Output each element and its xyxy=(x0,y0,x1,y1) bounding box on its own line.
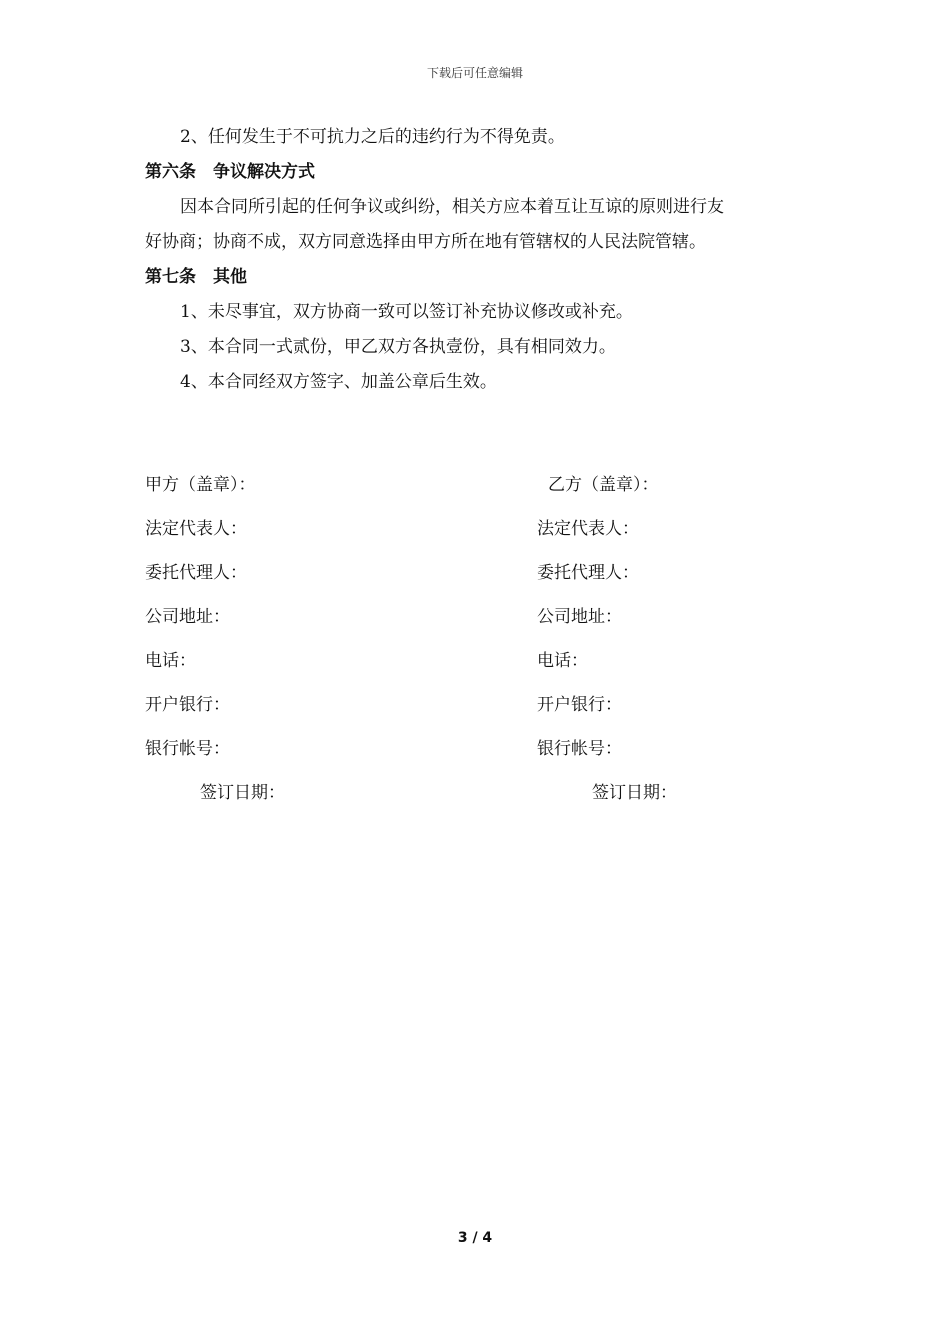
party-a-bank-label: 开户银行： xyxy=(145,695,230,715)
paragraph-line: 好协商；协商不成，双方同意选择由甲方所在地有管辖权的人民法院管辖。 xyxy=(145,232,706,252)
party-a-phone-label: 电话： xyxy=(145,651,196,671)
party-a-account-label: 银行帐号： xyxy=(145,739,230,759)
clause-item: 3、本合同一式贰份，甲乙双方各执壹份，具有相同效力。 xyxy=(180,337,616,357)
party-b-address-label: 公司地址： xyxy=(537,607,622,627)
party-b-legal-rep-label: 法定代表人： xyxy=(537,519,639,539)
clause-item: 4、本合同经双方签字、加盖公章后生效。 xyxy=(180,372,497,392)
header-note: 下载后可任意编辑 xyxy=(426,66,523,80)
party-b-agent-label: 委托代理人： xyxy=(537,563,639,583)
party-b-account-label: 银行帐号： xyxy=(537,739,622,759)
party-a-legal-rep-label: 法定代表人： xyxy=(145,519,247,539)
party-b-date-label: 签订日期： xyxy=(592,783,677,803)
party-b-phone-label: 电话： xyxy=(537,651,588,671)
party-a-agent-label: 委托代理人： xyxy=(145,563,247,583)
page-number: 3 / 4 xyxy=(457,1230,493,1246)
clause-item: 1、未尽事宜，双方协商一致可以签订补充协议修改或补充。 xyxy=(180,302,633,322)
article-heading: 第七条 其他 xyxy=(145,267,247,287)
party-b-bank-label: 开户银行： xyxy=(537,695,622,715)
clause-item: 2、任何发生于不可抗力之后的违约行为不得免责。 xyxy=(180,127,565,147)
article-heading: 第六条 争议解决方式 xyxy=(145,162,315,182)
paragraph-line: 因本合同所引起的任何争议或纠纷，相关方应本着互让互谅的原则进行友 xyxy=(180,197,724,217)
party-b-seal-label: 乙方（盖章）： xyxy=(548,475,659,495)
party-a-seal-label: 甲方（盖章）： xyxy=(145,475,256,495)
party-a-address-label: 公司地址： xyxy=(145,607,230,627)
party-a-date-label: 签订日期： xyxy=(200,783,285,803)
